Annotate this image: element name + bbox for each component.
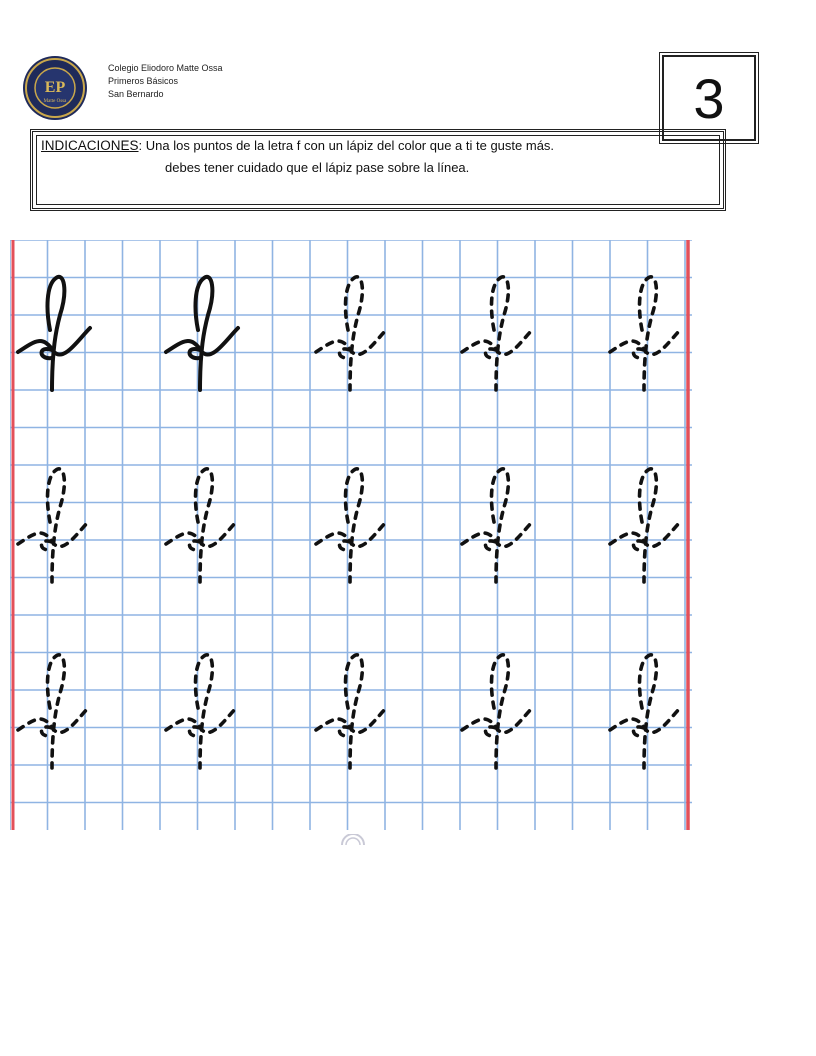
- letter-f-dotted: [492, 655, 509, 768]
- letter-f-dotted: [634, 349, 645, 358]
- school-city: San Bernardo: [108, 89, 164, 99]
- page-number: 3: [693, 66, 725, 130]
- letter-f-dotted: [340, 541, 351, 550]
- letter-f-dotted: [492, 469, 509, 582]
- letter-f-dotted: [610, 328, 682, 355]
- letter-f-dotted: [190, 541, 201, 550]
- letter-f-dotted: [610, 520, 682, 547]
- handwriting-grid: [10, 240, 692, 830]
- letter-f-dotted: [340, 349, 351, 358]
- school-info: [108, 62, 223, 101]
- letter-f-dotted: [190, 727, 201, 736]
- letter-f-dotted: [166, 706, 238, 733]
- letter-f-dotted: [166, 520, 238, 547]
- svg-text:Matte Ossa: Matte Ossa: [43, 99, 67, 104]
- scan-stamp-icon: [340, 833, 366, 845]
- letter-f-dotted: [486, 727, 497, 736]
- letter-f-dotted: [18, 520, 90, 547]
- letter-f-dotted: [486, 349, 497, 358]
- school-name: Colegio Eliodoro Matte Ossa: [108, 63, 223, 73]
- letter-f-dotted: [634, 541, 645, 550]
- letter-f-dotted: [316, 328, 388, 355]
- letter-f-model: [48, 277, 65, 390]
- letter-f-dotted: [48, 655, 65, 768]
- grid-canvas: [10, 240, 692, 830]
- letter-f-dotted: [492, 277, 509, 390]
- instructions-box: [30, 129, 726, 211]
- letter-f-dotted: [610, 706, 682, 733]
- instructions-heading: INDICACIONES: [41, 138, 139, 153]
- letter-f-dotted: [486, 541, 497, 550]
- svg-text:EP: EP: [44, 79, 66, 96]
- instructions-text-2: debes tener cuidado que el lápiz pase sobre la línea.: [165, 160, 470, 175]
- instructions-line-1: [41, 138, 554, 153]
- letter-f-dotted: [18, 706, 90, 733]
- school-crest-icon: [22, 55, 88, 121]
- letter-f-dotted: [634, 727, 645, 736]
- instructions-text-1: : Una los puntos de la letra f con un lápiz del color que a ti te guste más.: [138, 138, 555, 153]
- letter-f-dotted: [48, 469, 65, 582]
- letter-f-dotted: [316, 520, 388, 547]
- letter-f-dotted: [340, 727, 351, 736]
- school-level: Primeros Básicos: [108, 76, 179, 86]
- letter-f-dotted: [316, 706, 388, 733]
